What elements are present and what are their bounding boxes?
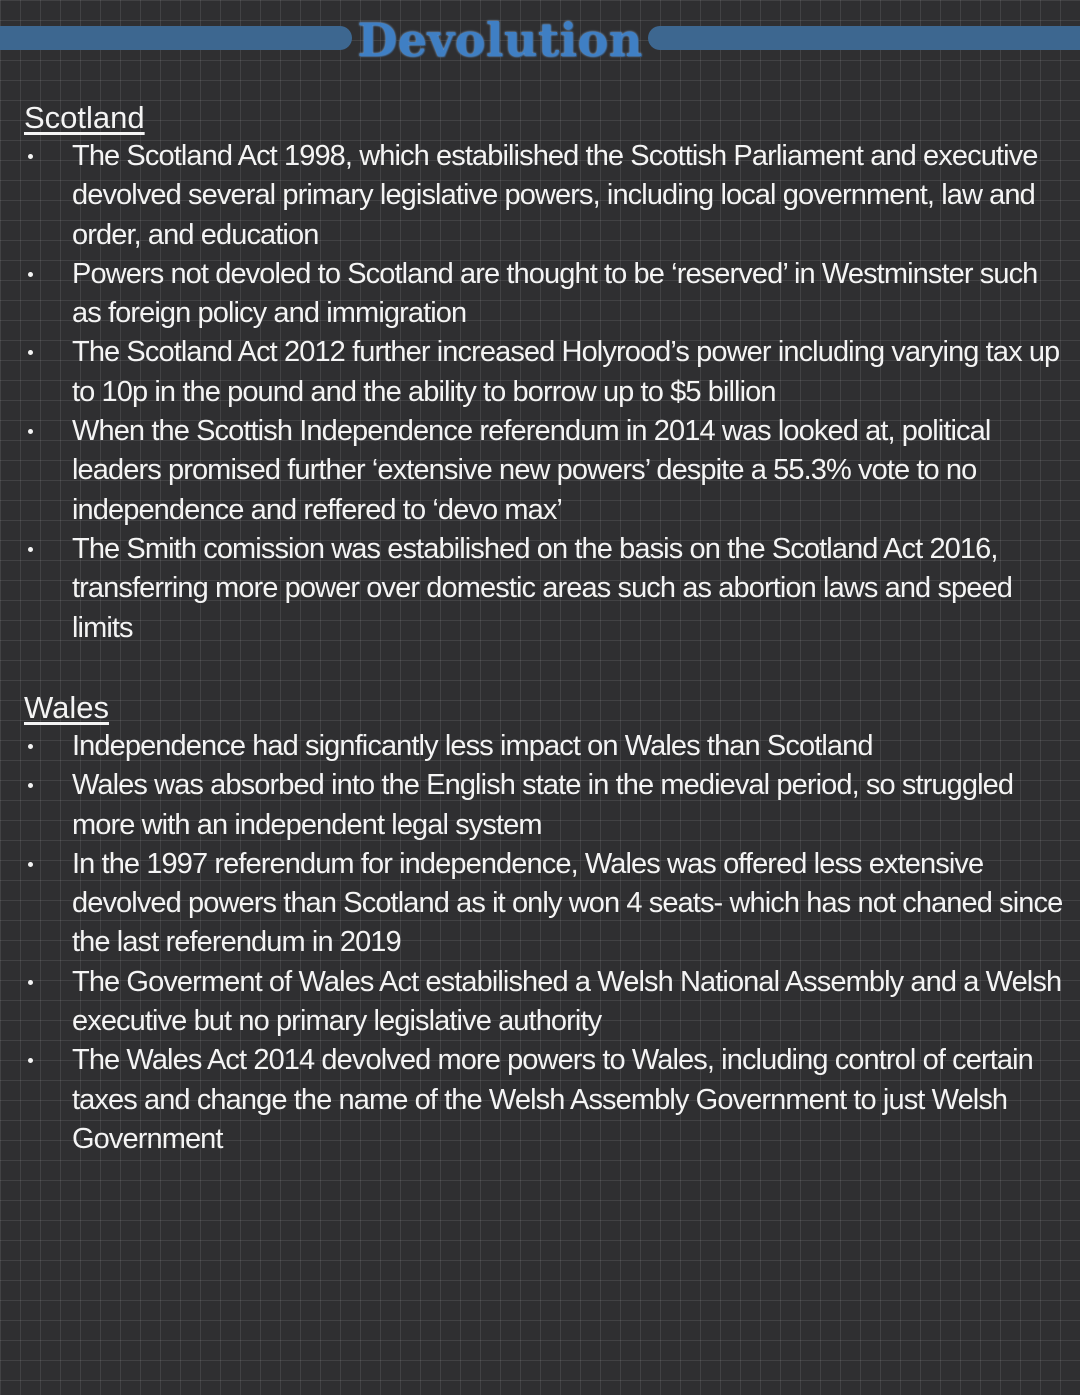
bullet-text: Powers not devoled to Scotland are thought to be ‘reserved’ in Westminster such as foreign policy and immigration: [72, 257, 1038, 330]
bullet-text: Independence had signficantly less impact on Wales than Scotland: [72, 730, 873, 762]
bullet-text: The Smith comission was estabilished on the basis on the Scotland Act 2016, transferring more power over domestic areas such as abortion laws and speed limits: [72, 532, 1012, 644]
bullet-dot-icon: [28, 1058, 33, 1063]
bullet-text: The Scotland Act 1998, which estabilished the Scottish Parliament and executive devolved several primary legislative powers, including local government, law and order, and education: [72, 140, 1038, 251]
bullet-item: [24, 137, 1064, 255]
title-band-right: [648, 26, 1080, 50]
bullet-item: [24, 845, 1064, 963]
bullet-item: [24, 963, 1064, 1042]
bullet-item: [24, 530, 1064, 648]
bullet-list-wales: [24, 727, 1064, 1159]
bullet-item: [24, 412, 1064, 530]
bullet-dot-icon: [28, 429, 33, 434]
title-bar: [0, 13, 1080, 67]
bullet-dot-icon: [28, 783, 33, 788]
bullet-dot-icon: [28, 862, 33, 867]
section-wales: [24, 688, 1064, 1159]
bullet-text: The Scotland Act 2012 further increased Holyrood’s power including varying tax up to 10p in the pound and the ability to borrow up to $5 billion: [72, 336, 1060, 408]
section-heading-scotland: Scotland: [24, 100, 145, 135]
bullet-text: In the 1997 referendum for independence, Wales was offered less extensive devolved powers than Scotland as it only won 4 seats- which has not chaned since the last referendum in 2019: [72, 847, 1063, 959]
bullet-list-scotland: [24, 137, 1064, 648]
bullet-dot-icon: [28, 350, 33, 355]
section-scotland: [24, 98, 1064, 648]
bullet-item: [24, 766, 1064, 845]
bullet-dot-icon: [28, 744, 33, 749]
bullet-dot-icon: [28, 272, 33, 277]
bullet-item: [24, 333, 1064, 412]
bullet-item: [24, 255, 1064, 334]
bullet-text: The Wales Act 2014 devolved more powers to Wales, including control of certain taxes and change the name of the Welsh Assembly Government to just Welsh Government: [72, 1044, 1033, 1155]
bullet-item: [24, 727, 1064, 766]
section-heading-wales: Wales: [24, 690, 109, 725]
bullet-dot-icon: [28, 547, 33, 552]
bullet-dot-icon: [28, 980, 33, 985]
bullet-dot-icon: [28, 154, 33, 159]
bullet-text: The Goverment of Wales Act estabilished a Welsh National Assembly and a Welsh executive but no primary legislative authority: [72, 965, 1062, 1038]
bullet-text: Wales was absorbed into the English state in the medieval period, so struggled more with an independent legal system: [72, 769, 1014, 841]
title-band-left: [0, 26, 352, 50]
bullet-text: When the Scottish Independence referendum in 2014 was looked at, political leaders promised further ‘extensive new powers’ despite a 55.3% vote to no independence and reffered to ‘devo max’: [72, 415, 991, 526]
page-title: Devolution: [357, 13, 643, 67]
bullet-item: [24, 1041, 1064, 1159]
